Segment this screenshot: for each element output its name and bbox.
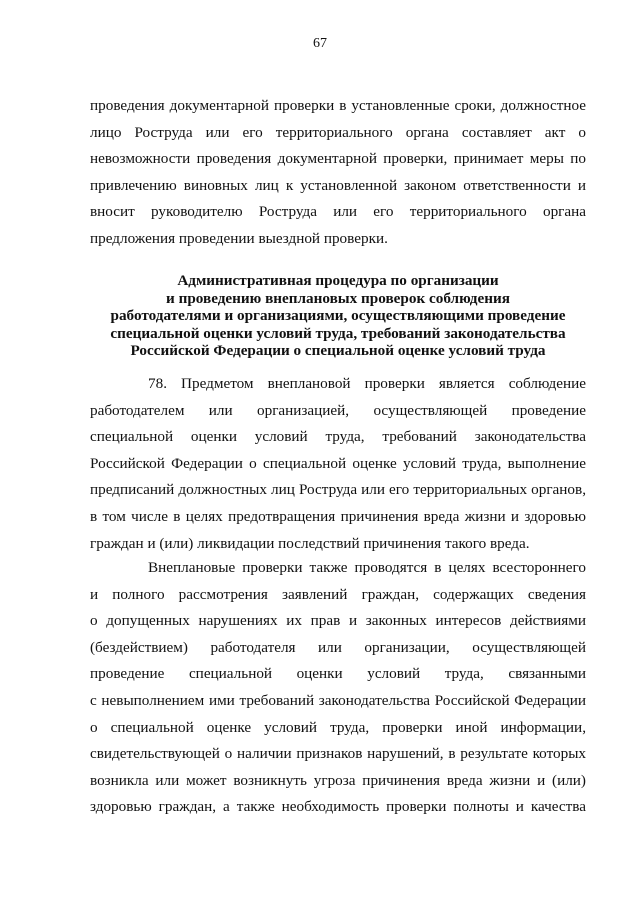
text-line: привлечению виновных лиц к установленной законом ответственности и bbox=[90, 176, 586, 194]
text-line: проведения документарной проверки в установленные сроки, должностное bbox=[90, 97, 586, 114]
text-line: здоровью граждан, а также необходимость проверки полноты и качества bbox=[90, 798, 586, 816]
paragraph-unscheduled-inspections bbox=[90, 555, 586, 821]
heading-line: работодателями и организациями, осуществляющими проведение bbox=[110, 307, 566, 325]
heading-line: и проведению внеплановых проверок соблюдения bbox=[166, 289, 510, 307]
paragraph-continuation bbox=[90, 93, 586, 253]
text-line: возникла или может возникнуть угроза причинения вреда жизни и (или) bbox=[90, 771, 586, 789]
text-line: о специальной оценке условий труда, проверки иной информации, bbox=[90, 718, 586, 736]
text-line: лицо Роструда или его территориального органа составляет акт о bbox=[90, 123, 586, 141]
text-line: специальной оценки условий труда, требований законодательства bbox=[90, 428, 586, 446]
text-line: Российской Федерации о специальной оценке условий труда, выполнение bbox=[90, 454, 586, 472]
text-line: с невыполнением ими требований законодательства Российской Федерации bbox=[90, 691, 586, 709]
text-line: вносит руководителю Роструда или его территориального органа bbox=[90, 203, 586, 221]
heading-line: Административная процедура по организации bbox=[177, 272, 499, 289]
text-line: (бездействием) работодателя или организации, осуществляющей bbox=[90, 638, 586, 656]
text-line: невозможности проведения документарной проверки, принимает меры по bbox=[90, 150, 586, 168]
text-line: Внеплановые проверки также проводятся в целях всестороннего bbox=[148, 559, 586, 576]
paragraph-78 bbox=[90, 371, 586, 557]
text-line: 78. Предметом внеплановой проверки является соблюдение bbox=[148, 375, 586, 392]
page-number: 67 bbox=[313, 36, 327, 51]
section-heading bbox=[90, 272, 586, 360]
text-line: предложения проведении выездной проверки. bbox=[90, 229, 388, 247]
heading-line: специальной оценки условий труда, требований законодательства bbox=[110, 324, 566, 342]
text-line: свидетельствующей о наличии признаков нарушений, в результате которых bbox=[90, 745, 586, 763]
text-line: проведение специальной оценки условий труда, связанными bbox=[90, 665, 586, 683]
text-line: в том числе в целях предотвращения причинения вреда жизни и здоровью bbox=[90, 507, 586, 525]
text-line: предписаний должностных лиц Роструда или его территориальных органов, bbox=[90, 481, 586, 499]
text-line: и полного рассмотрения заявлений граждан, содержащих сведения bbox=[90, 585, 586, 603]
text-line: о допущенных нарушениях их прав и законных интересов действиями bbox=[90, 612, 586, 630]
heading-line: Российской Федерации о специальной оценке условий труда bbox=[130, 342, 546, 360]
text-line: работодателем или организацией, осуществляющей проведение bbox=[90, 401, 586, 419]
text-line: граждан и (или) ликвидации последствий причинения такого вреда. bbox=[90, 534, 530, 552]
